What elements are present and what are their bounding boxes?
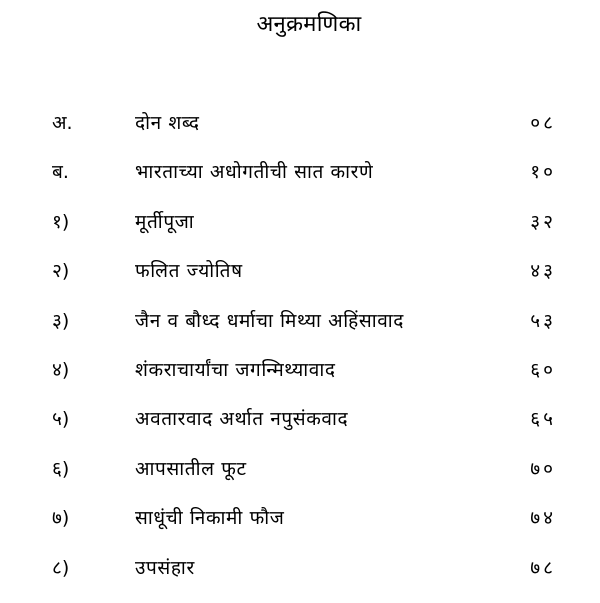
toc-entry (0, 405, 600, 454)
toc-entry-page: ७४ (530, 507, 556, 530)
toc-entry-number: अ. (52, 112, 73, 134)
toc-entry (0, 257, 600, 306)
toc-entry-page: ४३ (530, 260, 556, 283)
toc-entry-number: ३) (52, 309, 70, 332)
toc-entry-page: ०८ (530, 112, 556, 134)
toc-entry (0, 307, 600, 356)
toc-entry-number: ४) (52, 358, 70, 381)
toc-entry-title: साधूंची निकामी फौज (135, 507, 285, 530)
toc-entry-title: जैन व बौध्द धर्माचा मिथ्या अहिंसावाद (135, 309, 404, 332)
toc-entry-number: ८) (52, 556, 70, 579)
toc-entry (0, 356, 600, 405)
toc-entry-page: ६५ (530, 408, 556, 431)
toc-entry (0, 109, 600, 158)
toc-entry-number: १) (52, 210, 70, 233)
toc-entry (0, 455, 600, 504)
toc-entry-page: ३२ (530, 210, 556, 233)
toc-entry-title: अवतारवाद अर्थात नपुसंकवाद (135, 408, 349, 431)
toc-entry-page: ६० (530, 358, 556, 381)
toc-entry-title: आपसातील फूट (135, 457, 247, 480)
toc-entry-number: २) (52, 260, 70, 283)
toc-entry-number: ७) (52, 507, 70, 530)
toc-entry-title: शंकराचार्यांचा जगन्मिथ्यावाद (135, 358, 336, 381)
toc-entry (0, 554, 600, 603)
page-title: अनुक्रमणिका (256, 12, 362, 37)
toc-entry-title: उपसंहार (135, 556, 195, 579)
toc-entry (0, 158, 600, 207)
toc-entry-page: ७० (530, 457, 556, 480)
toc-entry-title: भारताच्या अधोगतीची सात कारणे (135, 161, 374, 184)
toc-entry-title: मूर्तीपूजा (135, 210, 195, 233)
toc-entry-number: ६) (52, 457, 70, 480)
toc-entry-number: ५) (52, 408, 70, 431)
toc-entry-page: ५३ (530, 309, 556, 332)
toc-entry-number: ब. (52, 161, 69, 184)
toc-entry (0, 208, 600, 257)
toc-entry-title: फलित ज्योतिष (135, 260, 243, 283)
toc-entry-page: १० (530, 161, 556, 184)
toc-entry-title: दोन शब्द (135, 112, 200, 134)
table-of-contents (0, 109, 600, 603)
toc-entry-page: ७८ (530, 556, 556, 579)
toc-entry (0, 504, 600, 553)
